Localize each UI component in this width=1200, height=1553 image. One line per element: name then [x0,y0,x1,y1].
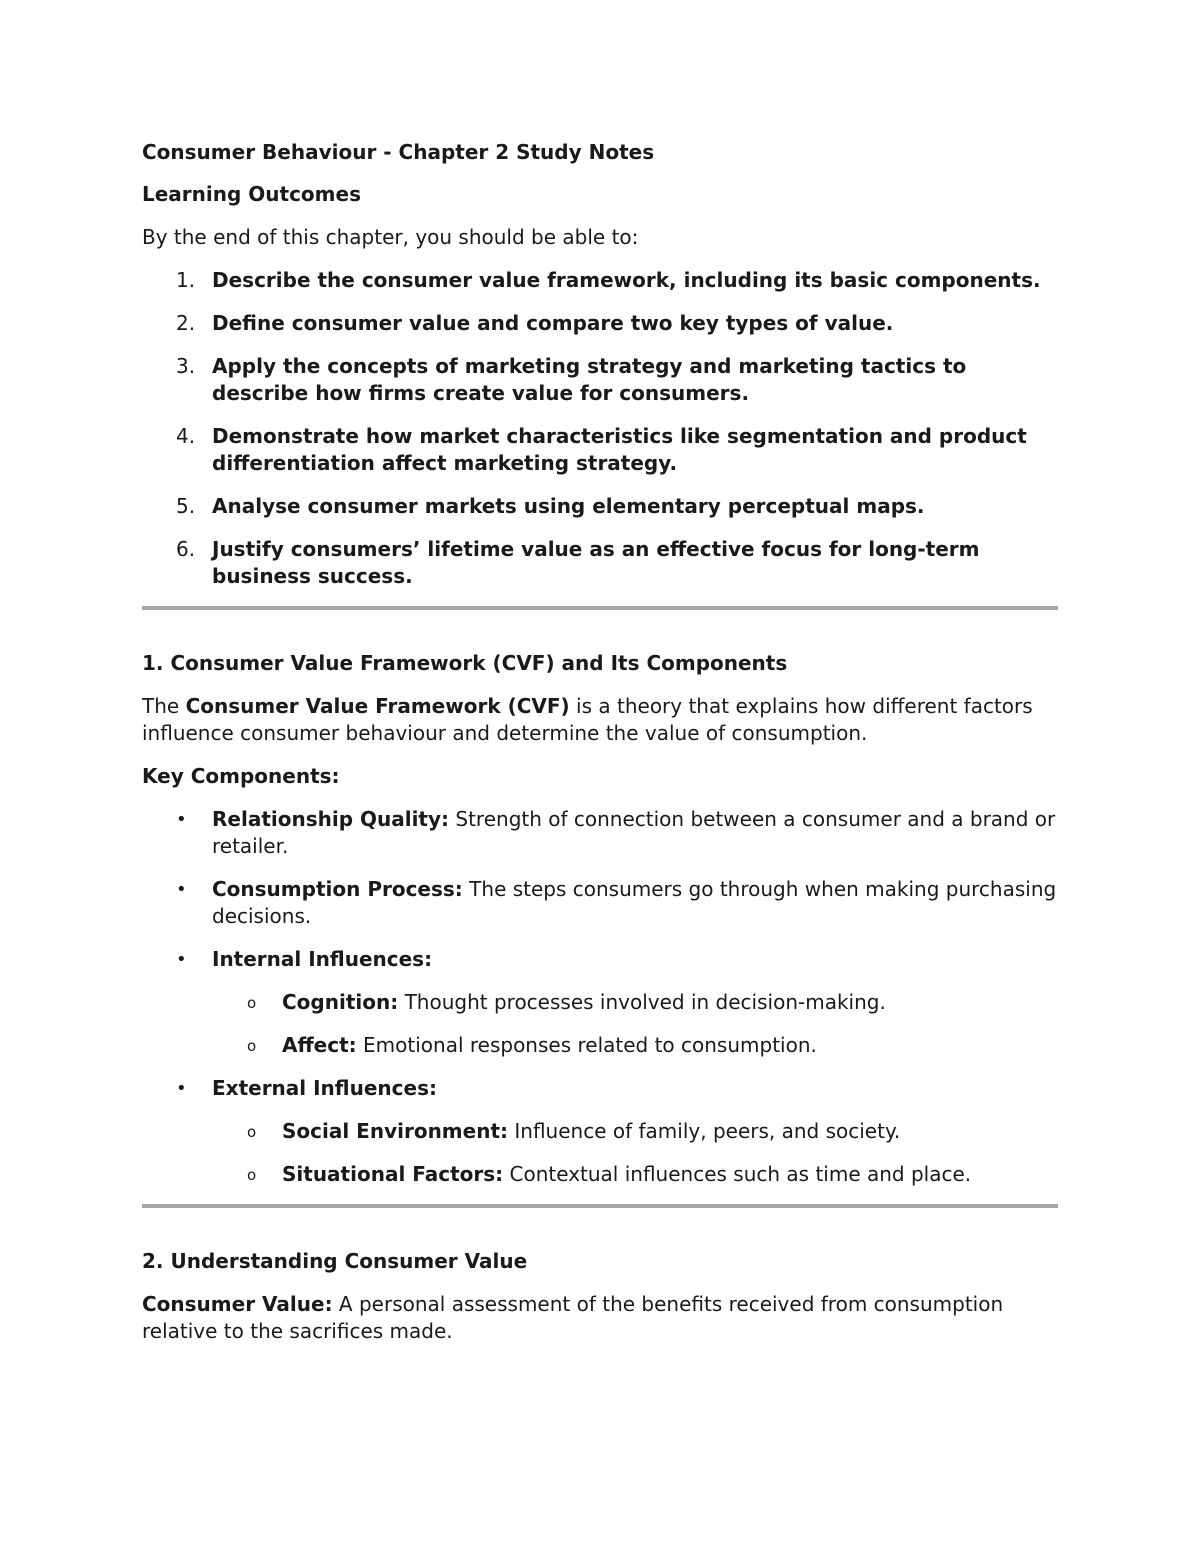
key-components-list [142,806,1058,1188]
section1-heading: 1. Consumer Value Framework (CVF) and Its Components [142,651,788,675]
definition-text: A personal assessment of the benefits received from consumption relative to the sacrifices made. [142,1292,1004,1343]
component-term: Internal Influences: [212,947,433,971]
section2-heading: 2. Understanding Consumer Value [142,1249,528,1273]
consumer-value-definition [142,1291,1058,1345]
component-item [142,876,1058,930]
outcome-text: Describe the consumer value framework, including its basic components. [212,268,1041,292]
intro-text-post: is a theory that explains how different factors influence consumer behaviour and determine the value of consumption. [142,694,1033,745]
sub-component-term: Situational Factors: [282,1162,504,1186]
outcome-text: Apply the concepts of marketing strategy and marketing tactics to describe how firms create value for consumers. [212,354,967,405]
outcome-number: 5. [176,494,196,518]
outcome-number: 2. [176,311,196,335]
outcome-item [142,267,1058,294]
hollow-bullet-icon: o [247,994,257,1012]
sub-component-term: Social Environment: [282,1119,509,1143]
outcome-item [142,493,1058,520]
intro-text-pre: The [142,694,186,718]
hollow-bullet-icon: o [247,1123,257,1141]
component-desc: The steps consumers go through when making purchasing decisions. [212,877,1057,928]
component-term: Relationship Quality: [212,807,450,831]
bullet-icon: • [176,949,187,970]
internal-influences-list [212,989,1058,1059]
outcome-number: 6. [176,537,196,561]
outcome-item [142,353,1058,407]
document-page [142,139,1058,1361]
section-divider [142,606,1058,610]
sub-component-desc: Thought processes involved in decision-making. [398,990,886,1014]
sub-component-item [212,1032,1058,1059]
sub-component-desc: Emotional responses related to consumption. [356,1033,817,1057]
outcome-text: Define consumer value and compare two key types of value. [212,311,894,335]
outcome-number: 3. [176,354,196,378]
learning-outcomes-list [142,267,1058,590]
sub-component-item [212,1118,1058,1145]
hollow-bullet-icon: o [247,1166,257,1184]
learning-outcomes-heading: Learning Outcomes [142,182,361,206]
learning-outcomes-intro: By the end of this chapter, you should be able to: [142,225,639,249]
sub-component-desc: Influence of family, peers, and society. [508,1119,901,1143]
outcome-number: 4. [176,424,196,448]
component-term: Consumption Process: [212,877,463,901]
sub-component-item [212,1161,1058,1188]
outcome-item [142,310,1058,337]
hollow-bullet-icon: o [247,1037,257,1055]
component-item [142,946,1058,1059]
definition-term: Consumer Value: [142,1292,333,1316]
key-components-heading: Key Components: [142,764,340,788]
outcome-text: Demonstrate how market characteristics like segmentation and product differentiation affect marketing strategy. [212,424,1027,475]
section1-intro [142,693,1058,747]
sub-component-term: Affect: [282,1033,357,1057]
sub-component-desc: Contextual influences such as time and place. [503,1162,972,1186]
outcome-item [142,423,1058,477]
outcome-item [142,536,1058,590]
outcome-text: Analyse consumer markets using elementary perceptual maps. [212,494,925,518]
document-title: Consumer Behaviour - Chapter 2 Study Notes [142,140,655,164]
bullet-icon: • [176,809,187,830]
section-divider [142,1204,1058,1208]
sub-component-term: Cognition: [282,990,399,1014]
outcome-text: Justify consumers’ lifetime value as an effective focus for long-term business success. [212,537,980,588]
external-influences-list [212,1118,1058,1188]
component-term: External Influences: [212,1076,437,1100]
bullet-icon: • [176,1078,187,1099]
sub-component-item [212,989,1058,1016]
intro-term: Consumer Value Framework (CVF) [185,694,570,718]
component-item [142,806,1058,860]
bullet-icon: • [176,879,187,900]
component-item [142,1075,1058,1188]
component-desc: Strength of connection between a consumer and a brand or retailer. [212,807,1056,858]
outcome-number: 1. [176,268,196,292]
